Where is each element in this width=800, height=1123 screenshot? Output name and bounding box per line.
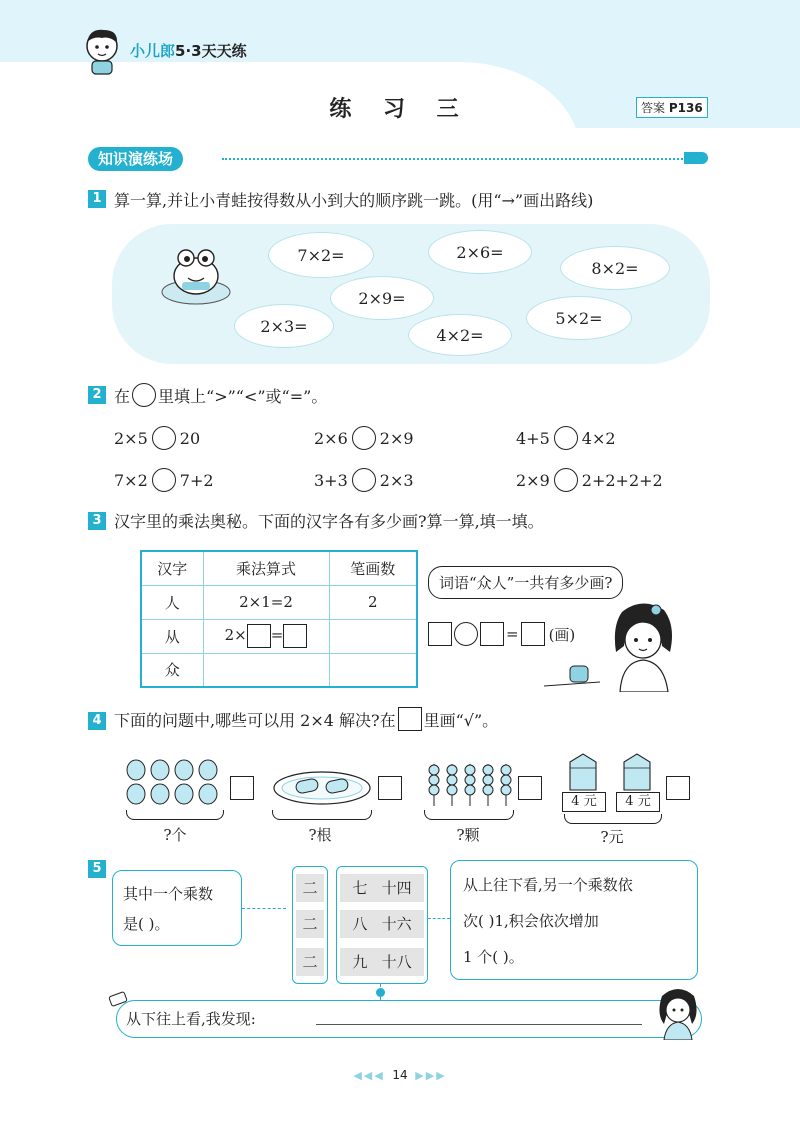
question-label: ?个 <box>163 826 187 844</box>
answer-box[interactable] <box>428 622 452 646</box>
brace <box>424 810 514 820</box>
answer-box[interactable] <box>283 624 307 648</box>
page-number: ◀◀◀ 14 ▶▶▶ <box>353 1068 447 1082</box>
answer-circle[interactable] <box>554 426 578 450</box>
table-cell: 八 十六 <box>340 910 424 938</box>
answer-cell[interactable] <box>203 653 329 687</box>
boy-mascot-icon <box>80 26 124 76</box>
table-row: 众 <box>141 653 417 687</box>
price-tag: 4 元 <box>562 792 606 812</box>
girl-icon <box>648 980 708 1040</box>
compare-item: 2×5 20 <box>114 426 200 450</box>
answer-circle[interactable] <box>454 622 478 646</box>
answer-circle[interactable] <box>152 468 176 492</box>
compare-item: 3+3 2×3 <box>314 468 414 492</box>
connector-dot <box>376 988 385 997</box>
pencil-icon <box>684 152 708 164</box>
brace <box>126 810 224 820</box>
question-number-1: 1 <box>88 190 106 208</box>
table-header: 笔画数 <box>329 551 417 585</box>
compare-item: 7×2 7+2 <box>114 468 214 492</box>
compare-item: 2×6 2×9 <box>314 426 414 450</box>
connector <box>242 908 286 909</box>
compare-item: 2×9 2+2+2+2 <box>516 468 663 492</box>
speech-bubble: 词语“众人”一共有多少画? <box>428 566 623 599</box>
stroke-table <box>140 550 418 688</box>
question-number-2: 2 <box>88 386 106 404</box>
section-heading: 知识演练场 <box>88 147 183 171</box>
lily-pad-4: 2×9= <box>330 276 434 320</box>
table-header: 乘法算式 <box>203 551 329 585</box>
ink-pot-icon <box>540 660 610 690</box>
answer-circle <box>132 383 156 407</box>
check-box[interactable] <box>230 776 254 800</box>
table-row: 人 2×1=2 2 <box>141 585 417 619</box>
question-number-5: 5 <box>88 860 106 878</box>
lily-pad-5: 2×3= <box>234 304 334 348</box>
check-box[interactable] <box>518 776 542 800</box>
answer-page-tag: 答案 P136 <box>636 97 708 118</box>
question-number-3: 3 <box>88 512 106 530</box>
table-cell: 九 十八 <box>340 948 424 976</box>
section-divider <box>222 158 690 160</box>
answer-box[interactable] <box>521 622 545 646</box>
table-row: 从 2× = <box>141 619 417 653</box>
answer-circle[interactable] <box>554 468 578 492</box>
lily-pad-3: 8×2= <box>560 246 670 290</box>
total-strokes-equation: = (画) <box>428 622 575 646</box>
question-3-text: 汉字里的乘法奥秘。下面的汉字各有多少画?算一算,填一填。 <box>114 512 544 531</box>
question-label: ?元 <box>600 828 624 846</box>
page-title: 练 习 三 <box>329 97 471 122</box>
question-number-4: 4 <box>88 712 106 730</box>
plates-icon <box>272 766 372 806</box>
check-box[interactable] <box>378 776 402 800</box>
brace <box>564 814 662 824</box>
answer-cell[interactable] <box>329 653 417 687</box>
milk-carton-icon <box>620 752 654 792</box>
answer-cell[interactable] <box>329 619 417 653</box>
table-cell: 七 十四 <box>340 874 424 902</box>
candied-haws-icon <box>424 760 514 808</box>
question-label: ?颗 <box>456 826 480 844</box>
brand-logo: 小儿郎5·3天天练 <box>130 42 247 60</box>
milk-carton-icon <box>566 752 600 792</box>
question-2-text: 在 里填上“>”“<”或“=”。 <box>114 383 327 407</box>
lily-pad-1: 7×2= <box>268 232 374 278</box>
table-header: 汉字 <box>141 551 203 585</box>
connector <box>428 918 450 919</box>
question-label: ?根 <box>308 826 332 844</box>
answer-box[interactable] <box>247 624 271 648</box>
answer-circle[interactable] <box>152 426 176 450</box>
lily-pad-2: 2×6= <box>428 230 532 274</box>
table-cell: 二 <box>296 910 324 938</box>
answer-circle[interactable] <box>352 468 376 492</box>
answer-line[interactable] <box>316 1024 642 1025</box>
answer-box <box>398 707 422 731</box>
price-tag: 4 元 <box>616 792 660 812</box>
balloons-icon <box>124 758 224 806</box>
table-cell: 二 <box>296 948 324 976</box>
question-1-text: 算一算,并让小青蛙按得数从小到大的顺序跳一跳。(用“→”画出路线) <box>114 191 594 210</box>
compare-item: 4+5 4×2 <box>516 426 616 450</box>
answer-circle[interactable] <box>352 426 376 450</box>
brace <box>272 810 372 820</box>
eraser-icon <box>108 990 130 1008</box>
lily-pad-6: 4×2= <box>408 314 512 356</box>
table-cell: 二 <box>296 874 324 902</box>
question-4-text: 下面的问题中,哪些可以用 2×4 解决?在 里画“√”。 <box>114 707 498 731</box>
pattern-card: 从上往下看,另一个乘数依 次( )1,积会依次增加 1 个( )。 <box>450 860 698 980</box>
discovery-prompt: 从下往上看,我发现: <box>126 1010 256 1028</box>
check-box[interactable] <box>666 776 690 800</box>
lily-pad-7: 5×2= <box>526 296 632 340</box>
multiplier-card: 其中一个乘数 是( )。 <box>112 870 242 946</box>
frog-icon <box>160 240 232 306</box>
answer-box[interactable] <box>480 622 504 646</box>
